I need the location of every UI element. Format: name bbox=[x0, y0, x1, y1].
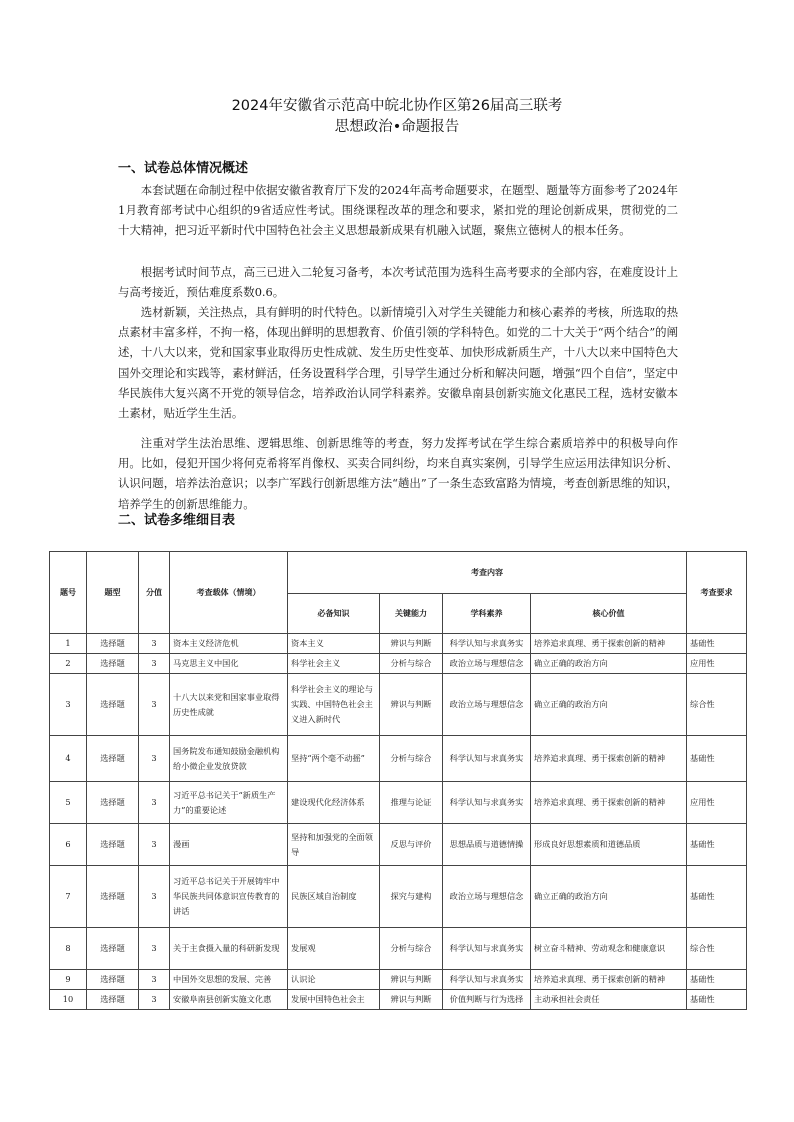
cell-score: 3 bbox=[139, 634, 170, 654]
cell-type: 选择题 bbox=[87, 634, 139, 654]
cell-num: 7 bbox=[50, 866, 87, 928]
cell-carrier: 国务院发布通知鼓励金融机构给小微企业发放贷款 bbox=[170, 736, 288, 782]
cell-requirement: 基础性 bbox=[687, 866, 747, 928]
cell-literacy: 政治立场与理想信念 bbox=[443, 674, 531, 736]
cell-literacy: 科学认知与求真务实 bbox=[443, 928, 531, 970]
cell-ability: 辨识与判断 bbox=[380, 970, 443, 990]
cell-requirement: 应用性 bbox=[687, 782, 747, 824]
cell-type: 选择题 bbox=[87, 736, 139, 782]
section-heading-overview: 一、试卷总体情况概述 bbox=[118, 161, 249, 176]
cell-ability: 分析与综合 bbox=[380, 654, 443, 674]
cell-score: 3 bbox=[139, 824, 170, 866]
cell-type: 选择题 bbox=[87, 824, 139, 866]
header-carrier: 考查载体（情境） bbox=[170, 552, 288, 634]
cell-value: 培养追求真理、勇于探索创新的精神 bbox=[531, 782, 687, 824]
cell-carrier: 中国外交思想的发展、完善 bbox=[170, 970, 288, 990]
cell-literacy: 思想品质与道德情操 bbox=[443, 824, 531, 866]
cell-knowledge: 坚持和加强党的全面领导 bbox=[288, 824, 380, 866]
cell-carrier: 资本主义经济危机 bbox=[170, 634, 288, 654]
cell-type: 选择题 bbox=[87, 654, 139, 674]
cell-knowledge: 资本主义 bbox=[288, 634, 380, 654]
cell-knowledge: 发展观 bbox=[288, 928, 380, 970]
header-knowledge: 必备知识 bbox=[288, 594, 380, 634]
header-ability: 关键能力 bbox=[380, 594, 443, 634]
cell-value: 形成良好思想素质和道德品质 bbox=[531, 824, 687, 866]
cell-score: 3 bbox=[139, 674, 170, 736]
paragraph: 本套试题在命制过程中依据安徽省教育厅下发的2024年高考命题要求，在题型、题量等方面参考了2024年1月教育部考试中心组织的9省适应性考试。围绕课程改革的理念和要求，紧扣党的理论创新成果，贯彻党的二十大精神，把习近平新时代中国特色社会主义思想最新成果有机融入试题，聚焦立德树人的根本任务。 bbox=[118, 183, 678, 238]
cell-knowledge: 认识论 bbox=[288, 970, 380, 990]
cell-value: 培养追求真理、勇于探索创新的精神 bbox=[531, 736, 687, 782]
header-content: 考查内容 bbox=[288, 552, 687, 594]
cell-value: 培养追求真理、勇于探索创新的精神 bbox=[531, 634, 687, 654]
table-row bbox=[50, 654, 747, 674]
cell-value: 树立奋斗精神、劳动观念和健康意识 bbox=[531, 928, 687, 970]
paragraph: 注重对学生法治思维、逻辑思维、创新思维等的考查，努力发挥考试在学生综合素质培养中的积极导向作用。比如，侵犯开国少将何克希将军肖像权、买卖合同纠纷，均来自真实案例，引导学生应运用法律知识分析、认识问题，培养法治意识；以李广军践行创新思维方法“趟出”了一条生态致富路为情境，考查创新思维的知识，培养学生的创新思维能力。 bbox=[118, 436, 678, 511]
header-type: 题型 bbox=[87, 552, 139, 634]
cell-type: 选择题 bbox=[87, 674, 139, 736]
header-requirement: 考查要求 bbox=[687, 552, 747, 634]
cell-ability: 分析与综合 bbox=[380, 928, 443, 970]
cell-requirement: 基础性 bbox=[687, 634, 747, 654]
cell-ability: 分析与综合 bbox=[380, 736, 443, 782]
table-row bbox=[50, 990, 747, 1010]
cell-requirement: 基础性 bbox=[687, 990, 747, 1010]
cell-knowledge: 民族区域自治制度 bbox=[288, 866, 380, 928]
header-score: 分值 bbox=[139, 552, 170, 634]
cell-score: 3 bbox=[139, 928, 170, 970]
cell-value: 确立正确的政治方向 bbox=[531, 674, 687, 736]
section-heading-table: 二、试卷多维细目表 bbox=[118, 513, 236, 528]
table-row bbox=[50, 674, 747, 736]
cell-literacy: 政治立场与理想信念 bbox=[443, 866, 531, 928]
cell-literacy: 政治立场与理想信念 bbox=[443, 654, 531, 674]
cell-num: 5 bbox=[50, 782, 87, 824]
cell-type: 选择题 bbox=[87, 866, 139, 928]
cell-knowledge: 建设现代化经济体系 bbox=[288, 782, 380, 824]
cell-num: 1 bbox=[50, 634, 87, 654]
paragraph: 根据考试时间节点，高三已进入二轮复习备考，本次考试范围为选科生高考要求的全部内容，在难度设计上与高考接近，预估难度系数0.6。 bbox=[118, 265, 678, 300]
cell-requirement: 综合性 bbox=[687, 928, 747, 970]
cell-carrier: 十八大以来党和国家事业取得历史性成就 bbox=[170, 674, 288, 736]
cell-score: 3 bbox=[139, 654, 170, 674]
cell-type: 选择题 bbox=[87, 990, 139, 1010]
table-row bbox=[50, 634, 747, 654]
document-title: 2024年安徽省示范高中皖北协作区第26届高三联考 bbox=[231, 98, 563, 114]
cell-value: 培养追求真理、勇于探索创新的精神 bbox=[531, 970, 687, 990]
cell-score: 3 bbox=[139, 990, 170, 1010]
cell-knowledge: 坚持“两个毫不动摇” bbox=[288, 736, 380, 782]
cell-knowledge: 科学社会主义 bbox=[288, 654, 380, 674]
cell-type: 选择题 bbox=[87, 782, 139, 824]
header-num: 题号 bbox=[50, 552, 87, 634]
cell-requirement: 综合性 bbox=[687, 674, 747, 736]
cell-carrier: 马克思主义中国化 bbox=[170, 654, 288, 674]
cell-knowledge: 发展中国特色社会主 bbox=[288, 990, 380, 1010]
cell-score: 3 bbox=[139, 866, 170, 928]
cell-literacy: 科学认知与求真务实 bbox=[443, 970, 531, 990]
table-row bbox=[50, 866, 747, 928]
cell-carrier: 关于主食摄入量的科研新发现 bbox=[170, 928, 288, 970]
cell-literacy: 科学认知与求真务实 bbox=[443, 782, 531, 824]
cell-ability: 辨识与判断 bbox=[380, 990, 443, 1010]
table-row bbox=[50, 928, 747, 970]
cell-requirement: 基础性 bbox=[687, 824, 747, 866]
cell-carrier: 漫画 bbox=[170, 824, 288, 866]
cell-value: 确立正确的政治方向 bbox=[531, 654, 687, 674]
header-literacy: 学科素养 bbox=[443, 594, 531, 634]
cell-score: 3 bbox=[139, 970, 170, 990]
cell-carrier: 习近平总书记关于“新质生产力”的重要论述 bbox=[170, 782, 288, 824]
table-row bbox=[50, 970, 747, 990]
cell-carrier: 安徽阜南县创新实施文化惠 bbox=[170, 990, 288, 1010]
cell-score: 3 bbox=[139, 736, 170, 782]
cell-carrier: 习近平总书记关于开展铸牢中华民族共同体意识宣传教育的讲话 bbox=[170, 866, 288, 928]
cell-num: 6 bbox=[50, 824, 87, 866]
cell-requirement: 应用性 bbox=[687, 654, 747, 674]
cell-score: 3 bbox=[139, 782, 170, 824]
cell-knowledge: 科学社会主义的理论与实践、中国特色社会主义进入新时代 bbox=[288, 674, 380, 736]
cell-type: 选择题 bbox=[87, 970, 139, 990]
header-value: 核心价值 bbox=[531, 594, 687, 634]
cell-ability: 反思与评价 bbox=[380, 824, 443, 866]
cell-type: 选择题 bbox=[87, 928, 139, 970]
cell-num: 10 bbox=[50, 990, 87, 1010]
cell-num: 3 bbox=[50, 674, 87, 736]
document-subtitle: 思想政治•命题报告 bbox=[334, 119, 460, 135]
specification-table bbox=[49, 551, 747, 1010]
cell-ability: 辨识与判断 bbox=[380, 634, 443, 654]
cell-literacy: 科学认知与求真务实 bbox=[443, 634, 531, 654]
cell-num: 8 bbox=[50, 928, 87, 970]
cell-value: 主动承担社会责任 bbox=[531, 990, 687, 1010]
cell-literacy: 价值判断与行为选择 bbox=[443, 990, 531, 1010]
table-row bbox=[50, 824, 747, 866]
cell-num: 4 bbox=[50, 736, 87, 782]
cell-ability: 探究与建构 bbox=[380, 866, 443, 928]
table-row bbox=[50, 782, 747, 824]
cell-num: 2 bbox=[50, 654, 87, 674]
cell-ability: 辨识与判断 bbox=[380, 674, 443, 736]
cell-requirement: 基础性 bbox=[687, 970, 747, 990]
cell-num: 9 bbox=[50, 970, 87, 990]
table-row bbox=[50, 736, 747, 782]
cell-ability: 推理与论证 bbox=[380, 782, 443, 824]
cell-value: 确立正确的政治方向 bbox=[531, 866, 687, 928]
cell-literacy: 科学认知与求真务实 bbox=[443, 736, 531, 782]
cell-requirement: 基础性 bbox=[687, 736, 747, 782]
paragraph: 选材新颖，关注热点，具有鲜明的时代特色。以新情境引入对学生关键能力和核心素养的考核，所选取的热点素材丰富多样，不拘一格，体现出鲜明的思想教育、价值引领的学科特色。如党的二十大关于“两个结合”的阐述，十八大以来，党和国家事业取得历史性成就、发生历史性变革、加快形成新质生产，十八大以来中国特色大国外交理论和实践等，素材鲜活，任务设置科学合理，引导学生通过分析和解决问题，增强“四个自信”，坚定中华民族伟大复兴离不开党的领导信念，培养政治认同学科素养。安徽阜南县创新实施文化惠民工程，选材安徽本土素材，贴近学生生活。 bbox=[118, 305, 678, 421]
